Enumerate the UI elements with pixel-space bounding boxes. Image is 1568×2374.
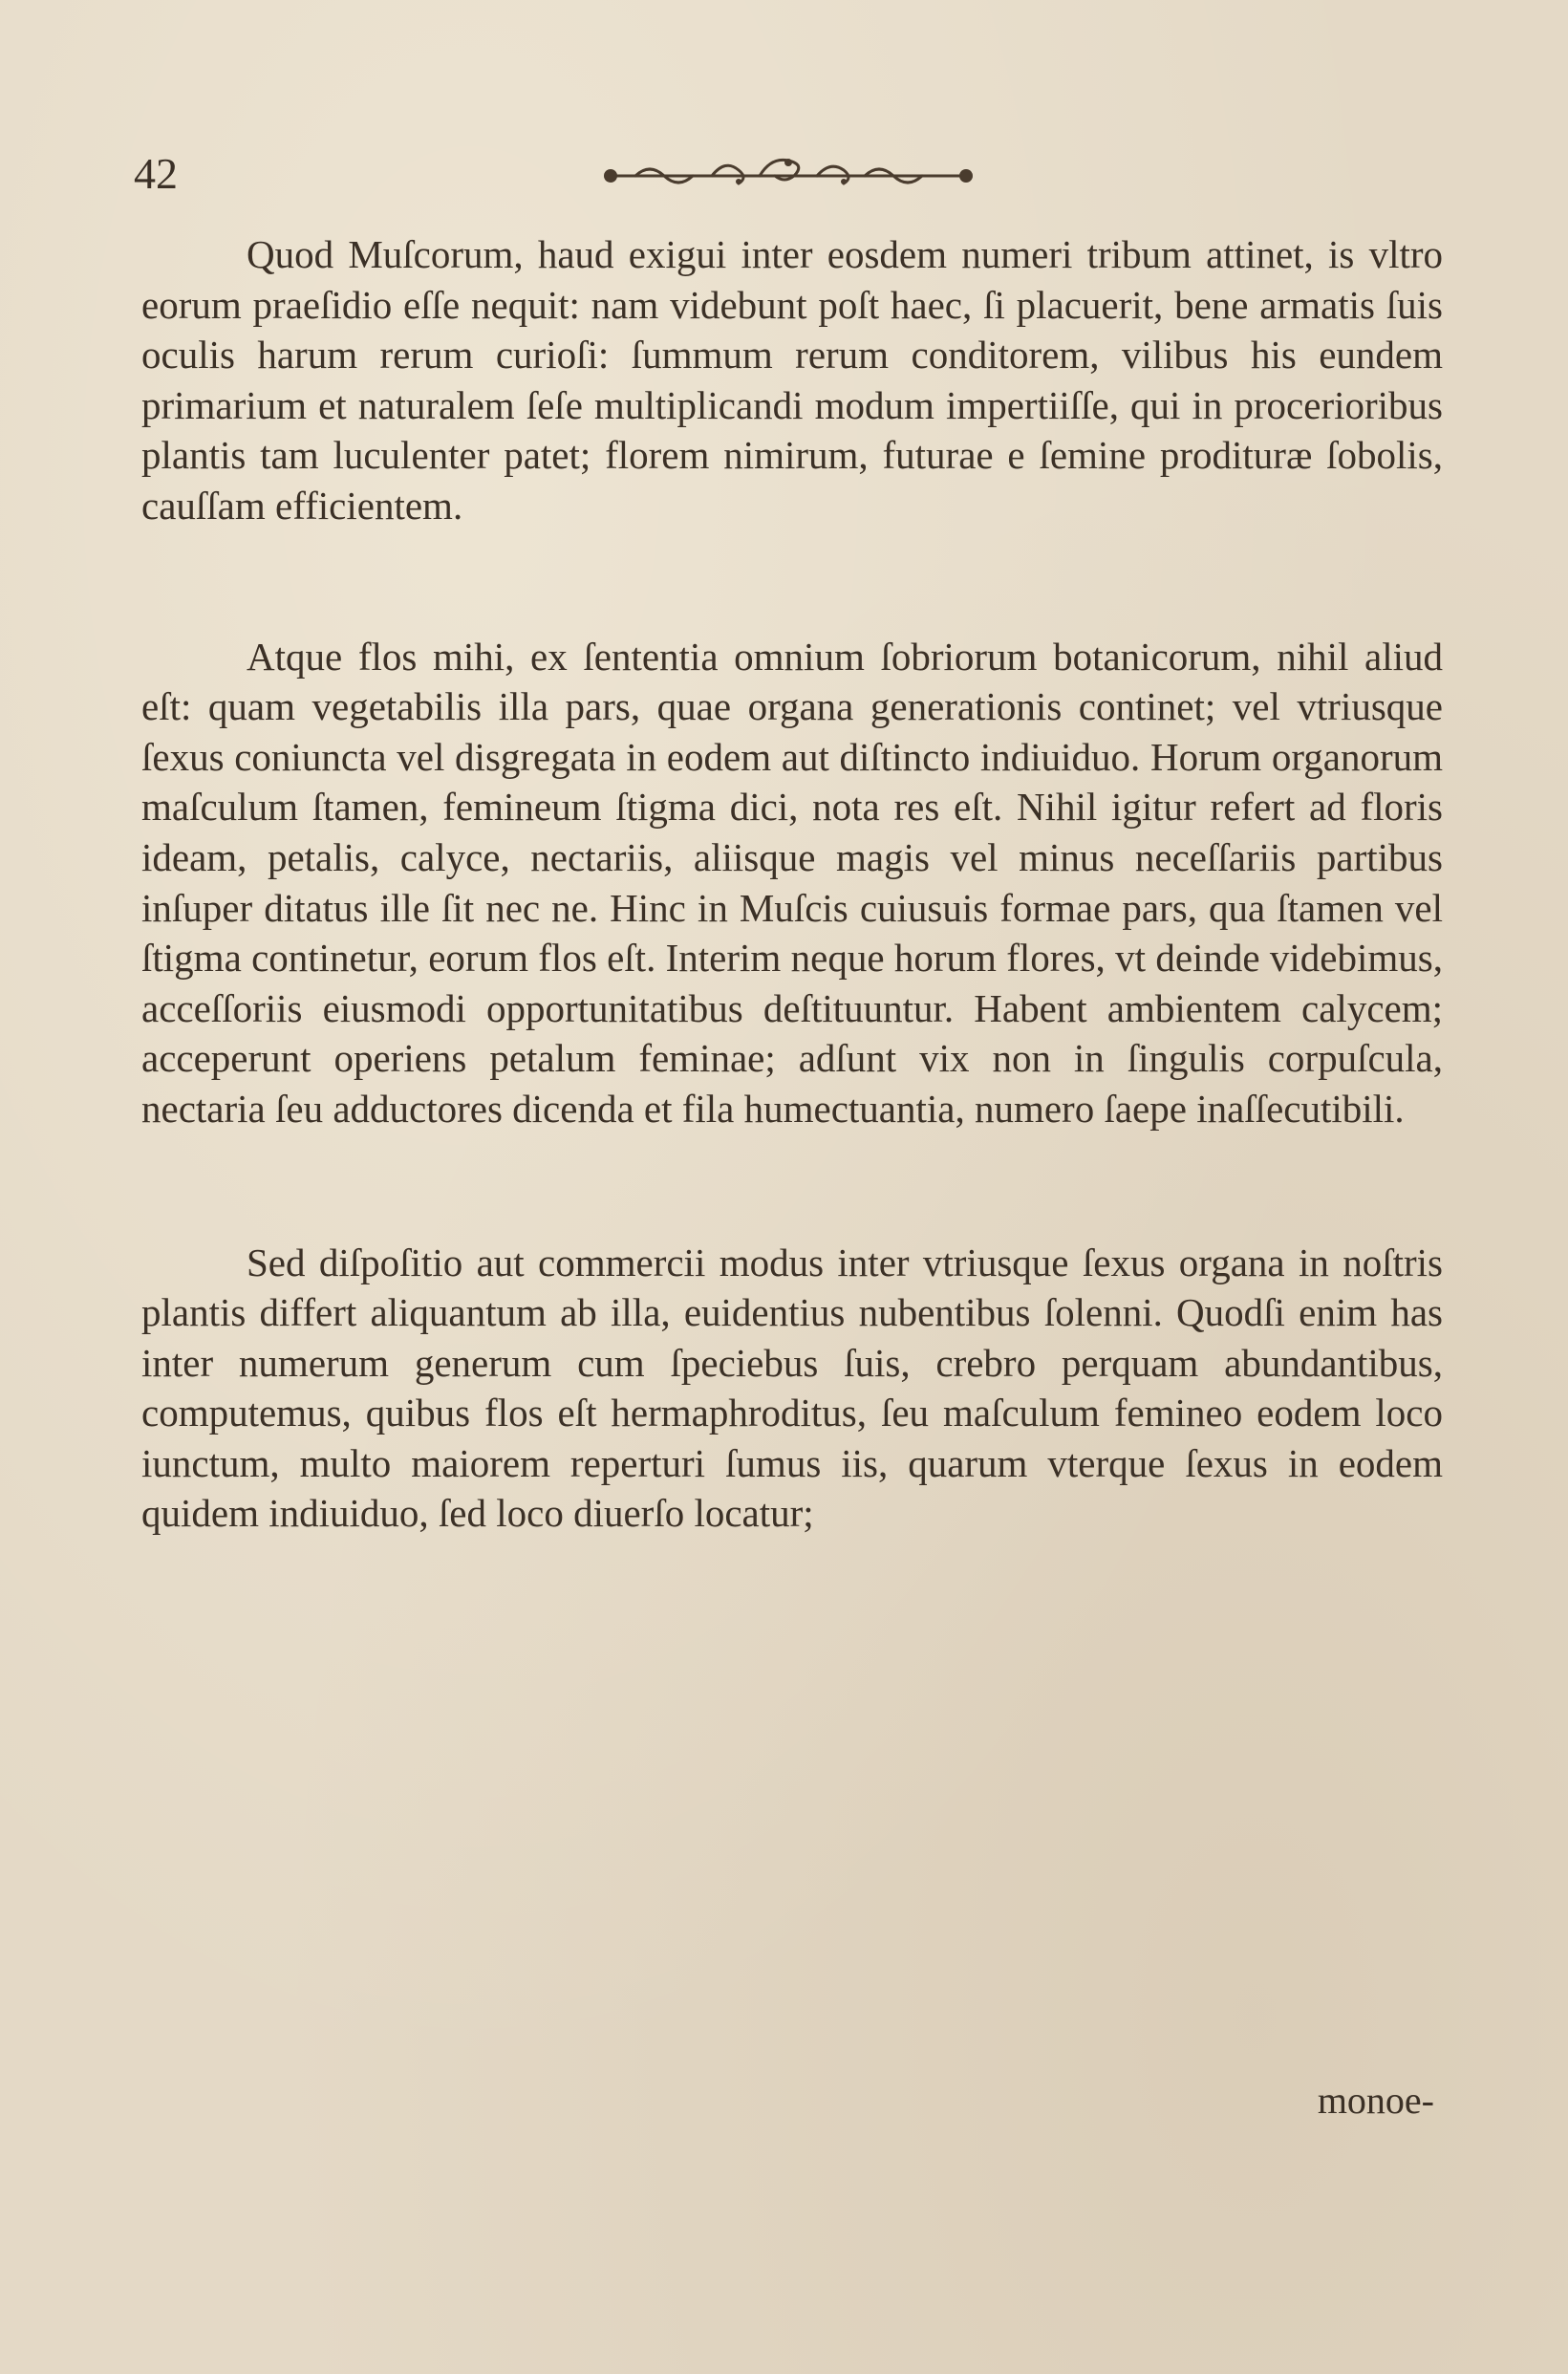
body-text <box>141 229 1443 1539</box>
paragraph-2: Atque flos mihi, ex ſententia omnium ſobriorum botanicorum, nihil aliud eſt: quam vegetabilis illa pars, quae organa generationis continet; vel vtriusque ſexus coniuncta vel disgregata in eodem aut diſtincto indiuiduo. Horum organorum maſculum ſtamen, femineum ſtigma dici, nota res eſt. Nihil igitur refert ad floris ideam, petalis, calyce, nectariis, aliisque magis vel minus neceſſariis partibus inſuper ditatus ille ſit nec ne. Hinc in Muſcis cuiusuis formae pars, qua ſtamen vel ſtigma continetur, eorum flos eſt. Interim neque horum flores, vt deinde videbimus, acceſſoriis eiusmodi opportunitatibus deſtituuntur. Habent ambientem calycem; acceperunt operiens petalum feminae; adſunt vix non in ſingulis corpuſcula, nectaria ſeu adductores dicenda et fila humectuantia, numero ſaepe inaſſecutibili. <box>141 634 1443 1131</box>
headpiece-ornament <box>597 153 979 195</box>
page-header <box>134 145 1434 212</box>
paragraph-1: Quod Muſcorum, haud exigui inter eosdem numeri tribum attinet, is vltro eorum praeſidio eſſe nequit: nam videbunt poſt haec, ſi placuerit, bene armatis ſuis oculis harum rerum curioſi: ſummum rerum conditorem, vilibus his eundem primarium et naturalem ſeſe multiplicandi modum impertiiſſe, qui in procerioribus plantis tam luculenter patet; florem nimirum, futurae e ſemine prodituræ ſobolis, cauſſam efficientem. <box>141 232 1443 528</box>
page-number: 42 <box>134 149 178 198</box>
catchword: monoe- <box>1317 2079 1434 2122</box>
paragraph-3: Sed diſpoſitio aut commercii modus inter vtriusque ſexus organa in noſtris plantis differt aliquantum ab illa, euidentius nubentibus ſolenni. Quodſi enim has inter numerum generum cum ſpeciebus ſuis, crebro perquam abundantibus, computemus, quibus flos eſt hermaphroditus, ſeu maſculum femineo eodem loco iunctum, multo maiorem reperturi ſumus iis, quarum vterque ſexus in eodem quidem indiuiduo, ſed loco diuerſo locatur; <box>141 1240 1443 1536</box>
